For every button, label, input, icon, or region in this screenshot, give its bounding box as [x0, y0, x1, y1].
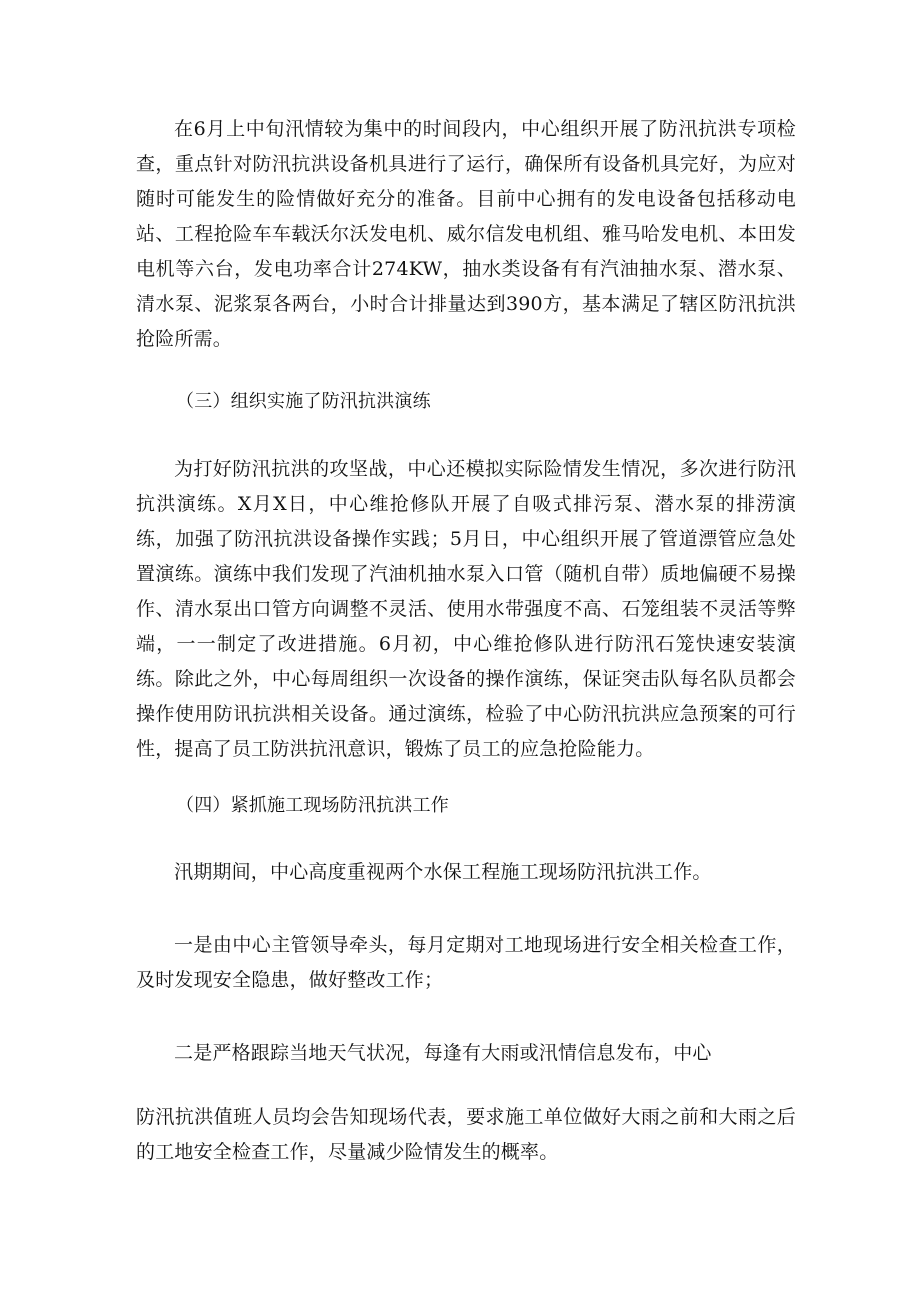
section-heading-drills: （三）组织实施了防汛抗洪演练 — [176, 391, 431, 412]
paragraph-item-two: 二是严格跟踪当地天气状况，每逢有大雨或汛情信息发布，中心 — [174, 1042, 712, 1064]
paragraph-flood-season-overview: 汛期期间，中心高度重视两个水保工程施工现场防汛抗洪工作。 — [174, 861, 712, 883]
paragraph-flood-drills: 为打好防汛抗洪的攻坚战，中心还模拟实际险情发生情况，多次进行防汛抗洪演练。X月X日，中心维抢修队开展了自吸式排污泵、潜水泵的排涝演练，加强了防汛抗洪设备操作实践；5月日，中心组织开展了管道漂管应急处置演练。演练中我们发现了汽油机抽水泵入口管（随机自带）质地偏硬不易操作、清水泵出口管方向调整不灵活、使用水带强度不高、石笼组装不灵活等弊端，一一制定了改进措施。6月初，中心维抢修队进行防汛石笼快速安装演练。除此之外，中心每周组织一次设备的操作演练，保证突击队每名队员都会操作使用防讯抗洪相关设备。通过演练，检验了中心防汛抗洪应急预案的可行性，提高了员工防洪抗汛意识，锻炼了员工的应急抢险能力。 — [136, 458, 796, 760]
paragraph-equipment-inspection: 在6月上中旬汛情较为集中的时间段内，中心组织开展了防汛抗洪专项检查，重点针对防汛抗洪设备机具进行了运行，确保所有设备机具完好，为应对随时可能发生的险情做好充分的准备。目前中心拥有的发电设备包括移动电站、工程抢险车车载沃尔沃发电机、威尔信发电机组、雅马哈发电机、本田发电机等六台，发电功率合计274KW，抽水类设备有有汽油抽水泵、潜水泵、清水泵、泥浆泵各两台，小时合计排量达到390方，基本满足了辖区防汛抗洪抢险所需。 — [136, 118, 796, 350]
section-heading-construction-site: （四）紧抓施工现场防汛抗洪工作 — [176, 795, 449, 816]
paragraph-item-one: 一是由中心主管领导牵头，每月定期对工地现场进行安全相关检查工作，及时发现安全隐患，做好整改工作； — [136, 934, 796, 991]
paragraph-item-two-continued: 防汛抗洪值班人员均会告知现场代表，要求施工单位做好大雨之前和大雨之后的工地安全检查工作，尽量减少险情发生的概率。 — [136, 1106, 796, 1163]
